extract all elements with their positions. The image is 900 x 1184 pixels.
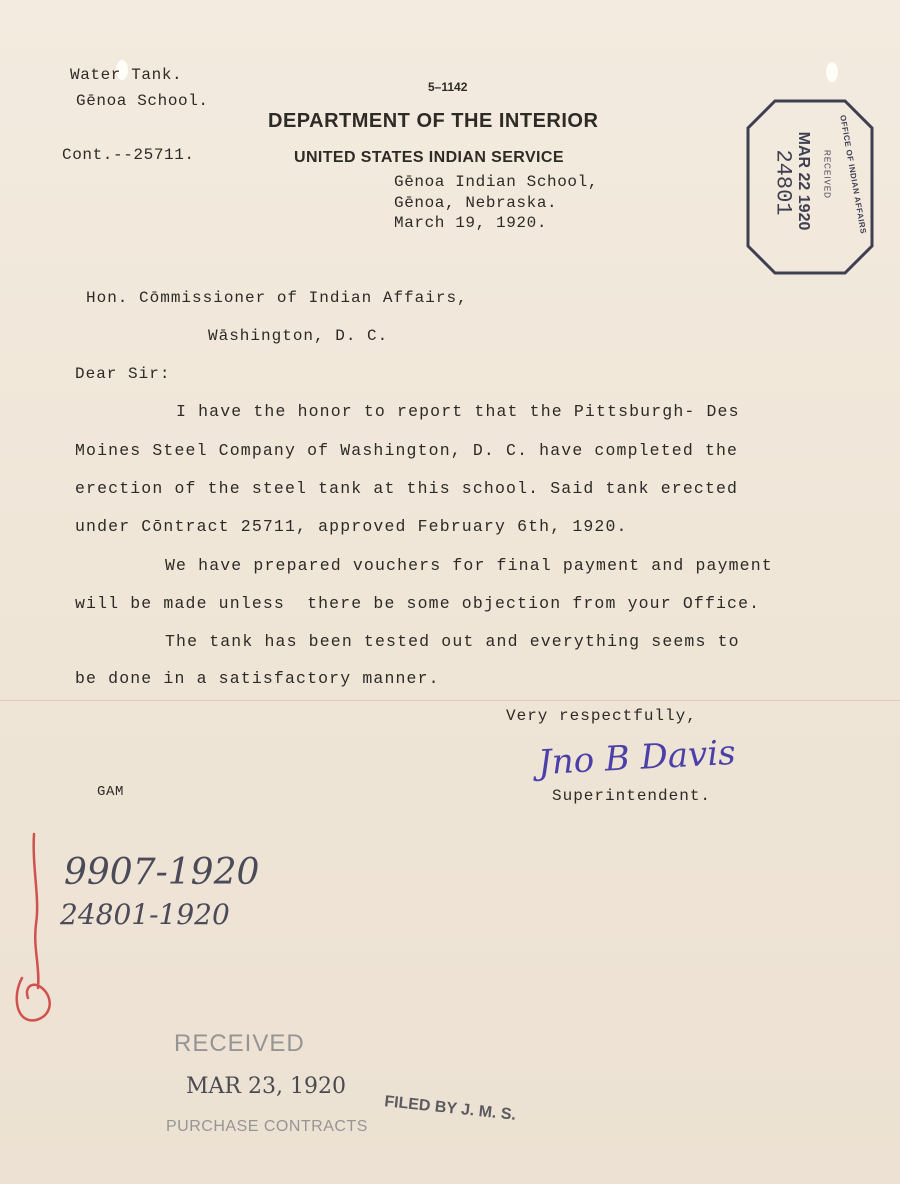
sender-place-2: Gēnoa, Nebraska. [394,194,558,212]
body-line: I have the honor to report that the Pittsburgh- Des [176,402,740,421]
form-number: 5–1142 [428,80,468,94]
file-number-handwritten: 24801-1920 [60,898,230,931]
department-heading: DEPARTMENT OF THE INTERIOR [268,110,599,132]
service-heading: UNITED STATES INDIAN SERVICE [294,149,564,166]
body-line: will be made unless there be some objection from your Office. [75,594,761,613]
signer-title: Superintendent. [552,787,712,805]
typist-initials: GAM [97,784,125,800]
body-line: under Cōntract 25711, approved February 6th, 1920. [75,517,628,536]
subject-line-1: Water Tank. [70,66,183,84]
body-line: be done in a satisfactory manner. [75,669,440,688]
received-stamp-office: PURCHASE CONTRACTS [166,1118,368,1135]
body-line: Moines Steel Company of Washington, D. C. have completed the [75,441,739,460]
file-number-handwritten: 9907-1920 [64,852,260,893]
salutation: Dear Sir: [75,365,171,383]
stamp-number: 24801 [770,149,796,216]
received-stamp-label: RECEIVED [174,1030,305,1057]
subject-line-2: Gēnoa School. [76,92,209,110]
addressee-line-2: Wāshington, D. C. [208,327,389,345]
paper-fold [0,700,900,701]
filed-by-stamp: FILED BY J. M. S. [383,1093,517,1124]
body-line: We have prepared vouchers for final payment and payment [165,556,773,575]
office-received-stamp [745,98,875,276]
stamp-office: OFFICE OF INDIAN AFFAIRS [838,114,868,235]
stamp-date: MAR 22 1920 [795,131,812,231]
addressee-line-1: Hon. Cōmmissioner of Indian Affairs, [86,289,468,307]
body-line: erection of the steel tank at this school. Said tank erected [75,479,739,498]
received-stamp-date: MAR 23, 1920 [186,1074,346,1099]
red-pencil-mark-icon [6,828,66,1038]
body-line: The tank has been tested out and everything seems to [165,632,740,651]
stamp-received: RECEIVED [822,150,832,199]
letter-date: March 19, 1920. [394,214,548,232]
punch-hole [826,62,838,82]
contract-number: Cont.--25711. [62,146,195,164]
signature: Jno B Davis [537,732,737,784]
sender-place-1: Gēnoa Indian School, [394,173,599,191]
closing: Very respectfully, [506,707,697,725]
